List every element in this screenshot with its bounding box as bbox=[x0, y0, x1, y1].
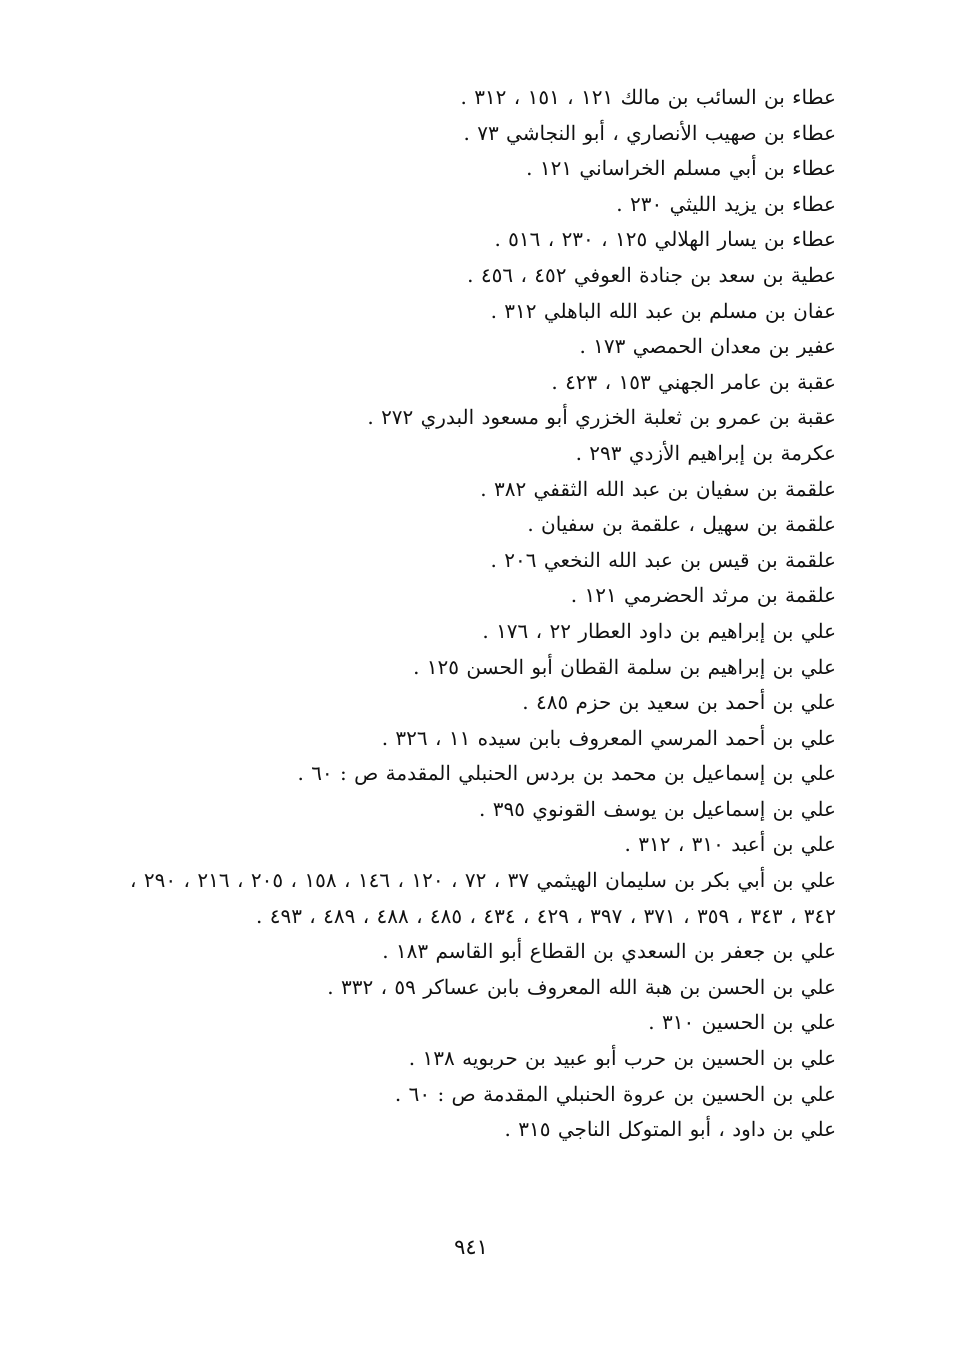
page-number: ٩٤١ bbox=[454, 1235, 488, 1259]
index-entry: عطاء بن السائب بن مالك ١٢١ ، ١٥١ ، ٣١٢ . bbox=[460, 85, 836, 109]
index-entry: عطاء بن يزيد الليثي ٢٣٠ . bbox=[616, 191, 836, 216]
index-entry: علي بن إبراهيم بن سلمة القطان أبو الحسن ١٢٥ . bbox=[413, 654, 836, 679]
page-number-container bbox=[0, 1232, 954, 1262]
index-entry: علقمة بن مرثد الحضرمي ١٢١ . bbox=[570, 583, 836, 608]
index-entry: علي بن إبراهيم بن داود العطار ٢٢ ، ١٧٦ . bbox=[482, 618, 836, 643]
index-entry: علقمة بن سهيل ، علقمة بن سفيان . bbox=[527, 512, 836, 537]
index-entry: علقمة بن سفيان بن عبد الله الثقفي ٣٨٢ . bbox=[480, 476, 836, 501]
index-entry: علي بن داود ، أبو المتوكل الناجي ٣١٥ . bbox=[504, 1117, 836, 1142]
index-entry: علي بن إسماعيل بن يوسف القونوي ٣٩٥ . bbox=[478, 796, 836, 821]
index-entry: علي بن أعبد ٣١٠ ، ٣١٢ . bbox=[624, 832, 836, 857]
index-entry: علي بن إسماعيل بن محمد بن بردس الحنبلي المقدمة ص : ٦٠ . bbox=[297, 761, 836, 786]
index-entry: علي بن أحمد بن سعيد بن حزم ٤٨٥ . bbox=[522, 690, 836, 715]
index-entries-list bbox=[130, 80, 836, 1148]
index-entry: علي بن أحمد المرسي المعروف بابن سيده ١١ ، ٣٢٦ . bbox=[381, 725, 836, 750]
index-entry: عطية بن سعد بن جنادة العوفي ٤٥٢ ، ٤٥٦ . bbox=[467, 262, 836, 287]
index-entry: علي بن الحسن بن هبة الله المعروف بابن عساكر ٥٩ ، ٣٣٢ . bbox=[327, 974, 836, 999]
index-entry: عقبة بن عامر الجهني ١٥٣ ، ٤٢٣ . bbox=[551, 369, 836, 394]
index-entry: عكرمة بن إبراهيم الأزدي ٢٩٣ . bbox=[575, 440, 836, 465]
index-entry: عفان بن مسلم بن عبد الله الباهلي ٣١٢ . bbox=[490, 298, 836, 323]
index-entry: عفير بن معدان الحمصي ١٧٣ . bbox=[579, 334, 836, 359]
index-entry: عطاء بن أبي مسلم الخراساني ١٢١ . bbox=[526, 156, 836, 181]
index-entry: عقبة بن عمرو بن ثعلبة الخزري أبو مسعود البدري ٢٧٢ . bbox=[367, 405, 836, 430]
index-entry: علي بن جعفر بن السعدي بن القطاع أبو القاسم ١٨٣ . bbox=[382, 939, 836, 964]
index-entry: عطاء بن يسار الهلالي ١٢٥ ، ٢٣٠ ، ٥١٦ . bbox=[494, 227, 836, 252]
index-entry: علقمة بن قيس بن عبد الله النخعي ٢٠٦ . bbox=[490, 547, 836, 572]
index-entry: علي بن الحسين بن حرب أبو عبيد بن حربويه ١٣٨ . bbox=[408, 1046, 836, 1071]
index-entry: علي بن الحسين ٣١٠ . bbox=[648, 1010, 836, 1035]
index-entry: علي بن أبي بكر بن سليمان الهيثمي ٣٧ ، ٧٢ ، ١٢٠ ، ١٤٦ ، ١٥٨ ، ٢٠٥ ، ٢١٦ ، ٢٩٠ ، ٣٤٢ ، ٣٤٣ ، ٣٥٩ ، ٣٧١ ، ٣٩٧ ، ٤٢٩ ، ٤٣٤ ، ٤٨٥ ، ٤٨٨ ، ٤٨٩ ، ٤٩٣ . bbox=[130, 868, 837, 928]
index-entry: عطاء بن صهيب الأنصاري ، أبو النجاشي ٧٣ . bbox=[463, 120, 836, 145]
index-entry: علي بن الحسين بن عروة الحنبلي المقدمة ص : ٦٠ . bbox=[394, 1081, 836, 1106]
